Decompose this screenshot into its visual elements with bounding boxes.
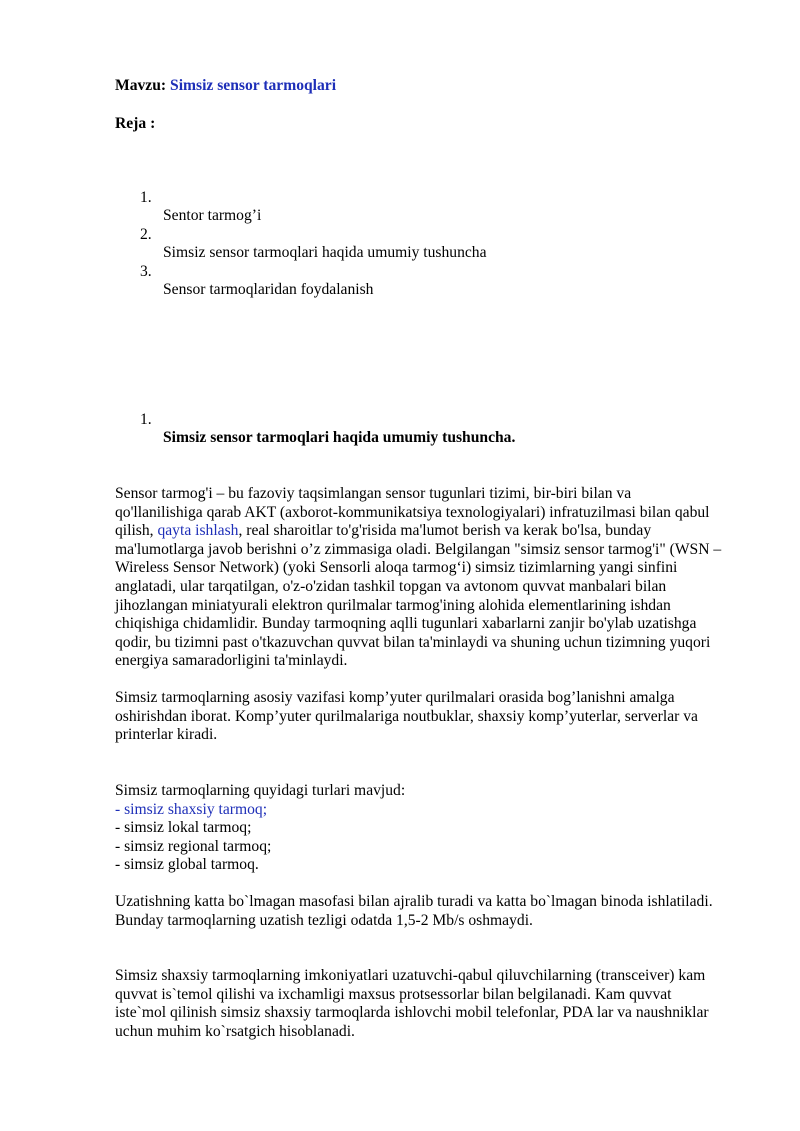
topic-line xyxy=(115,77,336,95)
text-fragment: qilish, xyxy=(115,522,158,540)
hyperlink-qayta-ishlash[interactable]: qayta ishlash xyxy=(157,522,239,540)
paragraph-line: energiya samaradorligini ta'minlaydi. xyxy=(115,652,348,670)
list-item: - simsiz global tarmoq. xyxy=(115,856,259,874)
text-fragment: , real sharoitlar to'g'risida ma'lumot berish va kerak bo'lsa, bunday xyxy=(238,522,652,540)
list-item: - simsiz lokal tarmoq; xyxy=(115,819,252,837)
paragraph-line: quvvat is`temol qilishi va ixchamligi maxsus protsessorlar bilan belgilanadi. Kam quvvat xyxy=(115,985,672,1003)
paragraph-line: Sensor tarmog'i – bu fazoviy taqsimlangan sensor tugunlari tizimi, bir-biri bilan va xyxy=(115,485,632,502)
paragraph-line: printerlar kiradi. xyxy=(115,726,218,744)
list-item: - simsiz regional tarmoq; xyxy=(115,837,272,855)
topic-title: Simsiz sensor tarmoqlari xyxy=(170,77,337,94)
plan-item-3-text: Sensor tarmoqlaridan foydalanish xyxy=(163,281,374,298)
paragraph-wireless-purpose xyxy=(115,689,755,745)
section-number: 1. xyxy=(140,411,152,428)
text-fragment: ; xyxy=(262,800,268,818)
list-intro: Simsiz tarmoqlarning quyidagi turlari mavjud: xyxy=(115,782,406,799)
plan-item-2-number: 2. xyxy=(140,226,152,243)
paragraph-line: iste`mol qilinish simsiz shaxsiy tarmoqlarda ishlovchi mobil telefonlar, PDA lar va naushniklar xyxy=(115,1004,709,1022)
paragraph-line: jihozlangan miniatyurali elektron qurilmalar tarmog'ining alohida elementlarining ishdan xyxy=(115,596,671,614)
paragraph-line: ma'lumotlarga javob berishni o’z zimmasiga oladi. Belgilangan "simsiz sensor tarmog'i" (WSN – xyxy=(115,540,722,558)
hyperlink-simsiz-shaxsiy-tarmoq[interactable]: simsiz shaxsiy tarmoq xyxy=(124,800,263,818)
paragraph-personal-networks xyxy=(115,967,755,1041)
paragraph-line: Uzatishning katta bo`lmagan masofasi bilan ajralib turadi va katta bo`lmagan binoda ishlatiladi. xyxy=(115,893,713,910)
paragraph-line: chiqishiga chidamlidir. Bunday tarmoqning aqlli tugunlari xabarlarni zanjir bo'ylab uzatishga xyxy=(115,615,697,633)
plan-item-1-text: Sentor tarmog’i xyxy=(163,207,262,224)
paragraph-line: uchun muhim ko`rsatgich hisoblanadi. xyxy=(115,1022,355,1040)
paragraph-line xyxy=(115,522,755,541)
paragraph-line: Bunday tarmoqlarning uzatish tezligi odatda 1,5-2 Mb/s oshmaydi. xyxy=(115,911,533,929)
list-dash: - xyxy=(115,800,125,818)
paragraph-sensor-network xyxy=(115,485,755,671)
section-heading: Simsiz sensor tarmoqlari haqida umumiy tushuncha. xyxy=(163,429,516,446)
plan-item-3-number: 3. xyxy=(140,263,152,280)
plan-item-1-number: 1. xyxy=(140,189,152,206)
wireless-types-list xyxy=(115,782,755,875)
paragraph-line: qo'llanilishiga qarab AKT (axborot-kommunikatsiya texnologiyalari) infratuzilmasi bilan qabul xyxy=(115,503,710,521)
paragraph-line: Wireless Sensor Network) (yoki Sensorli aloqa tarmog‘i) simsiz tizimlarning yangi sinfini xyxy=(115,559,678,577)
list-item xyxy=(115,801,755,820)
paragraph-line: qodir, bu tizimni past o'tkazuvchan quvvat bilan ta'minlaydi va shuning uchun tizimning yuqori xyxy=(115,633,711,651)
topic-label: Mavzu: xyxy=(115,77,167,94)
paragraph-line: oshirishdan iborat. Komp’yuter qurilmalariga noutbuklar, shaxsiy komp’yuterlar, serverlar va xyxy=(115,707,698,725)
paragraph-line: Simsiz shaxsiy tarmoqlarning imkoniyatlari uzatuvchi-qabul qiluvchilarning (transceiver) kam xyxy=(115,967,706,984)
paragraph-line: Simsiz tarmoqlarning asosiy vazifasi komp’yuter qurilmalari orasida bog’lanishni amalga xyxy=(115,689,675,706)
plan-label: Reja : xyxy=(115,115,156,132)
paragraph-line: anglatadi, ular tarqatilgan, o'z-o'zidan tashkil topgan va avtonom quvvat manbalari bilan xyxy=(115,577,667,595)
plan-item-2-text: Simsiz sensor tarmoqlari haqida umumiy tushuncha xyxy=(163,244,487,261)
paragraph-transmission-distance xyxy=(115,893,755,930)
